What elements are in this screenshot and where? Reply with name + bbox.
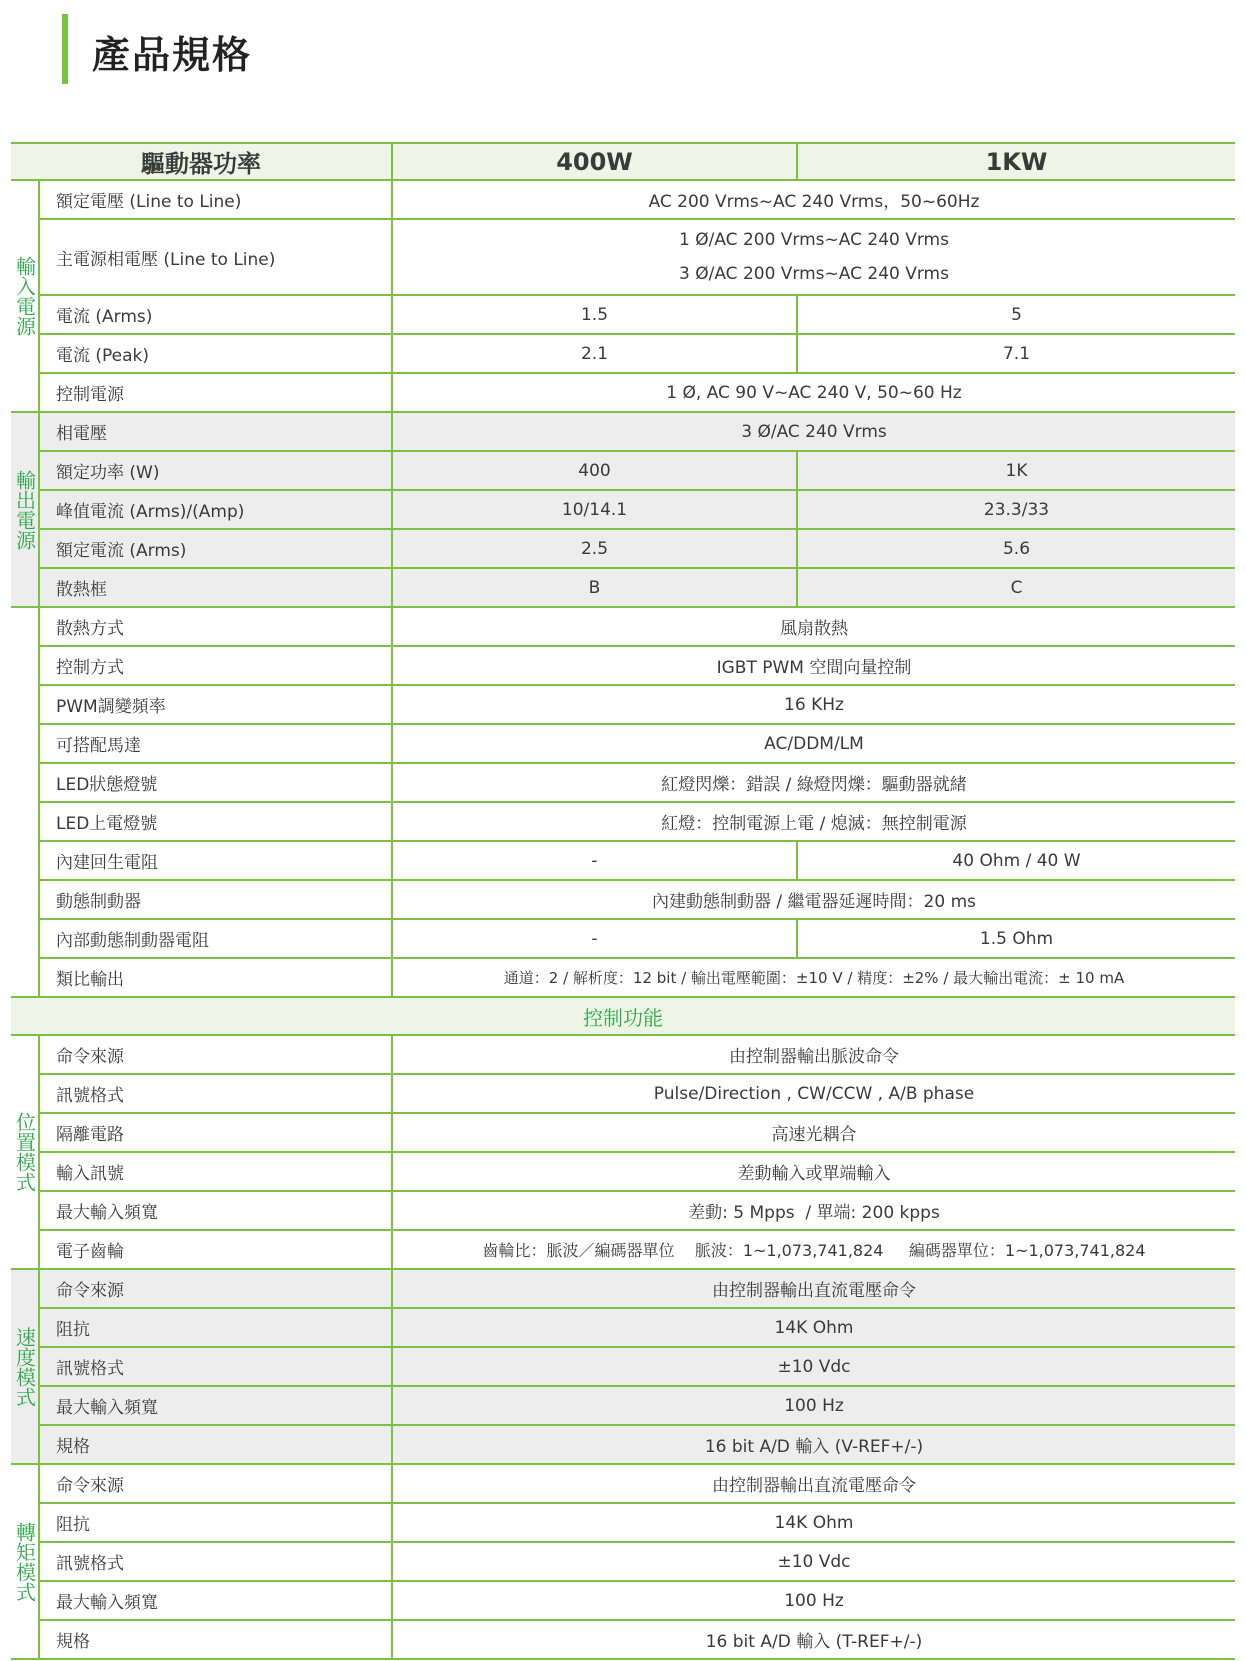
row-label: 相電壓 (39, 412, 392, 451)
table-row (11, 1152, 1235, 1191)
group-torque-mode: 轉矩模式 (11, 1464, 39, 1659)
row-value: IGBT PWM 空間向量控制 (392, 646, 1235, 685)
row-label: 峰值電流 (Arms)/(Amp) (39, 490, 392, 529)
title-accent-bar (62, 14, 68, 84)
table-row (11, 373, 1235, 412)
row-value: AC 200 Vrms~AC 240 Vrms，50~60Hz (392, 180, 1235, 219)
row-label: PWM調變頻率 (39, 685, 392, 724)
row-value (392, 219, 1235, 295)
table-row (11, 334, 1235, 373)
row-label: 額定電壓 (Line to Line) (39, 180, 392, 219)
value-1kw: 7.1 (797, 334, 1235, 373)
table-row (11, 841, 1235, 880)
table-row (11, 180, 1235, 219)
row-label: 類比輸出 (39, 958, 392, 997)
header-label: 驅動器功率 (11, 143, 392, 180)
table-row (11, 1113, 1235, 1152)
table-row (11, 1581, 1235, 1620)
row-value: 3 Ø/AC 240 Vrms (392, 412, 1235, 451)
table-row (11, 490, 1235, 529)
row-label: 輸入訊號 (39, 1152, 392, 1191)
table-row (11, 1347, 1235, 1386)
row-value: 16 bit A/D 輸入 (T-REF+/-) (392, 1620, 1235, 1659)
table-row (11, 1464, 1235, 1503)
table-header-row (11, 143, 1235, 180)
group-input-power: 輸入電源 (11, 180, 39, 412)
row-label: 阻抗 (39, 1308, 392, 1347)
table-row (11, 219, 1235, 295)
row-value: 差動輸入或單端輸入 (392, 1152, 1235, 1191)
row-label: 額定電流 (Arms) (39, 529, 392, 568)
row-label: LED上電燈號 (39, 802, 392, 841)
table-row (11, 1230, 1235, 1269)
table-row (11, 1620, 1235, 1659)
row-value: 內建動態制動器 / 繼電器延遲時間：20 ms (392, 880, 1235, 919)
row-label: 訊號格式 (39, 1542, 392, 1581)
value-400w: B (392, 568, 797, 607)
row-label: 最大輸入頻寬 (39, 1191, 392, 1230)
table-row (11, 1269, 1235, 1308)
row-label: 電子齒輪 (39, 1230, 392, 1269)
row-label: 內部動態制動器電阻 (39, 919, 392, 958)
row-value-line-1: 1 Ø/AC 200 Vrms~AC 240 Vrms (679, 230, 949, 250)
value-400w: 400 (392, 451, 797, 490)
table-row (11, 607, 1235, 646)
table-row (11, 1035, 1235, 1074)
row-label: 命令來源 (39, 1035, 392, 1074)
header-1kw: 1KW (797, 143, 1235, 180)
row-label: 額定功率 (W) (39, 451, 392, 490)
row-label: 動態制動器 (39, 880, 392, 919)
row-value: 高速光耦合 (392, 1113, 1235, 1152)
row-label: 控制電源 (39, 373, 392, 412)
row-value: 紅燈：控制電源上電 / 熄滅：無控制電源 (392, 802, 1235, 841)
table-row (11, 1191, 1235, 1230)
row-value: 齒輪比：脈波／編碼器單位 脈波：1~1,073,741,824 編碼器單位：1~1,073,741,824 (392, 1230, 1235, 1269)
group-general (11, 607, 39, 997)
value-1kw: 40 Ohm / 40 W (797, 841, 1235, 880)
row-label: 訊號格式 (39, 1074, 392, 1113)
table-row (11, 763, 1235, 802)
table-row (11, 1308, 1235, 1347)
row-value: Pulse/Direction , CW/CCW , A/B phase (392, 1074, 1235, 1113)
table-row (11, 529, 1235, 568)
value-400w: 2.1 (392, 334, 797, 373)
table-row (11, 451, 1235, 490)
row-label: 控制方式 (39, 646, 392, 685)
group-speed-mode: 速度模式 (11, 1269, 39, 1464)
table-row (11, 1425, 1235, 1464)
value-1kw: 1K (797, 451, 1235, 490)
value-400w: 1.5 (392, 295, 797, 334)
section-row (11, 997, 1235, 1035)
row-label: 訊號格式 (39, 1347, 392, 1386)
table-row (11, 724, 1235, 763)
table-row (11, 919, 1235, 958)
row-label: 規格 (39, 1425, 392, 1464)
row-label: 阻抗 (39, 1503, 392, 1542)
row-value: 16 KHz (392, 685, 1235, 724)
row-value: 1 Ø, AC 90 V~AC 240 V, 50~60 Hz (392, 373, 1235, 412)
row-label: 散熱框 (39, 568, 392, 607)
table-row (11, 880, 1235, 919)
table-row (11, 295, 1235, 334)
row-value: ±10 Vdc (392, 1542, 1235, 1581)
row-value: 風扇散熱 (392, 607, 1235, 646)
row-label: 隔離電路 (39, 1113, 392, 1152)
row-value: 差動: 5 Mpps / 單端: 200 kpps (392, 1191, 1235, 1230)
table-row (11, 568, 1235, 607)
row-value: AC/DDM/LM (392, 724, 1235, 763)
value-1kw: 5.6 (797, 529, 1235, 568)
value-400w: - (392, 841, 797, 880)
table-row (11, 1542, 1235, 1581)
row-value: 14K Ohm (392, 1503, 1235, 1542)
row-label: 內建回生電阻 (39, 841, 392, 880)
value-400w: - (392, 919, 797, 958)
row-label: 散熱方式 (39, 607, 392, 646)
row-label: 最大輸入頻寬 (39, 1581, 392, 1620)
header-400w: 400W (392, 143, 797, 180)
row-label: 命令來源 (39, 1464, 392, 1503)
table-row (11, 1503, 1235, 1542)
row-value: 14K Ohm (392, 1308, 1235, 1347)
row-label: 電流 (Arms) (39, 295, 392, 334)
section-control-functions: 控制功能 (11, 997, 1235, 1035)
value-400w: 2.5 (392, 529, 797, 568)
row-value: 16 bit A/D 輸入 (V-REF+/-) (392, 1425, 1235, 1464)
group-output-power: 輸出電源 (11, 412, 39, 607)
table-row (11, 958, 1235, 997)
table-row (11, 412, 1235, 451)
table-row (11, 802, 1235, 841)
value-1kw: C (797, 568, 1235, 607)
spec-table (11, 142, 1235, 1660)
row-value: 通道：2 / 解析度：12 bit / 輸出電壓範圍：±10 V / 精度：±2% / 最大輸出電流：± 10 mA (392, 958, 1235, 997)
row-value: 由控制器輸出脈波命令 (392, 1035, 1235, 1074)
row-label: LED狀態燈號 (39, 763, 392, 802)
value-1kw: 23.3/33 (797, 490, 1235, 529)
table-row (11, 646, 1235, 685)
value-400w: 10/14.1 (392, 490, 797, 529)
row-label: 主電源相電壓 (Line to Line) (39, 219, 392, 295)
page-title: 產品規格 (92, 33, 253, 77)
value-1kw: 5 (797, 295, 1235, 334)
group-position-mode: 位置模式 (11, 1035, 39, 1269)
table-row (11, 1386, 1235, 1425)
row-label: 命令來源 (39, 1269, 392, 1308)
row-label: 最大輸入頻寬 (39, 1386, 392, 1425)
row-value-line-2: 3 Ø/AC 200 Vrms~AC 240 Vrms (679, 264, 949, 284)
row-value: 由控制器輸出直流電壓命令 (392, 1464, 1235, 1503)
row-label: 電流 (Peak) (39, 334, 392, 373)
value-1kw: 1.5 Ohm (797, 919, 1235, 958)
row-value: 紅燈閃爍：錯誤 / 綠燈閃爍：驅動器就緒 (392, 763, 1235, 802)
row-value: 100 Hz (392, 1386, 1235, 1425)
row-value: ±10 Vdc (392, 1347, 1235, 1386)
table-row (11, 1074, 1235, 1113)
row-value: 由控制器輸出直流電壓命令 (392, 1269, 1235, 1308)
row-label: 規格 (39, 1620, 392, 1659)
row-value: 100 Hz (392, 1581, 1235, 1620)
row-label: 可搭配馬達 (39, 724, 392, 763)
table-row (11, 685, 1235, 724)
